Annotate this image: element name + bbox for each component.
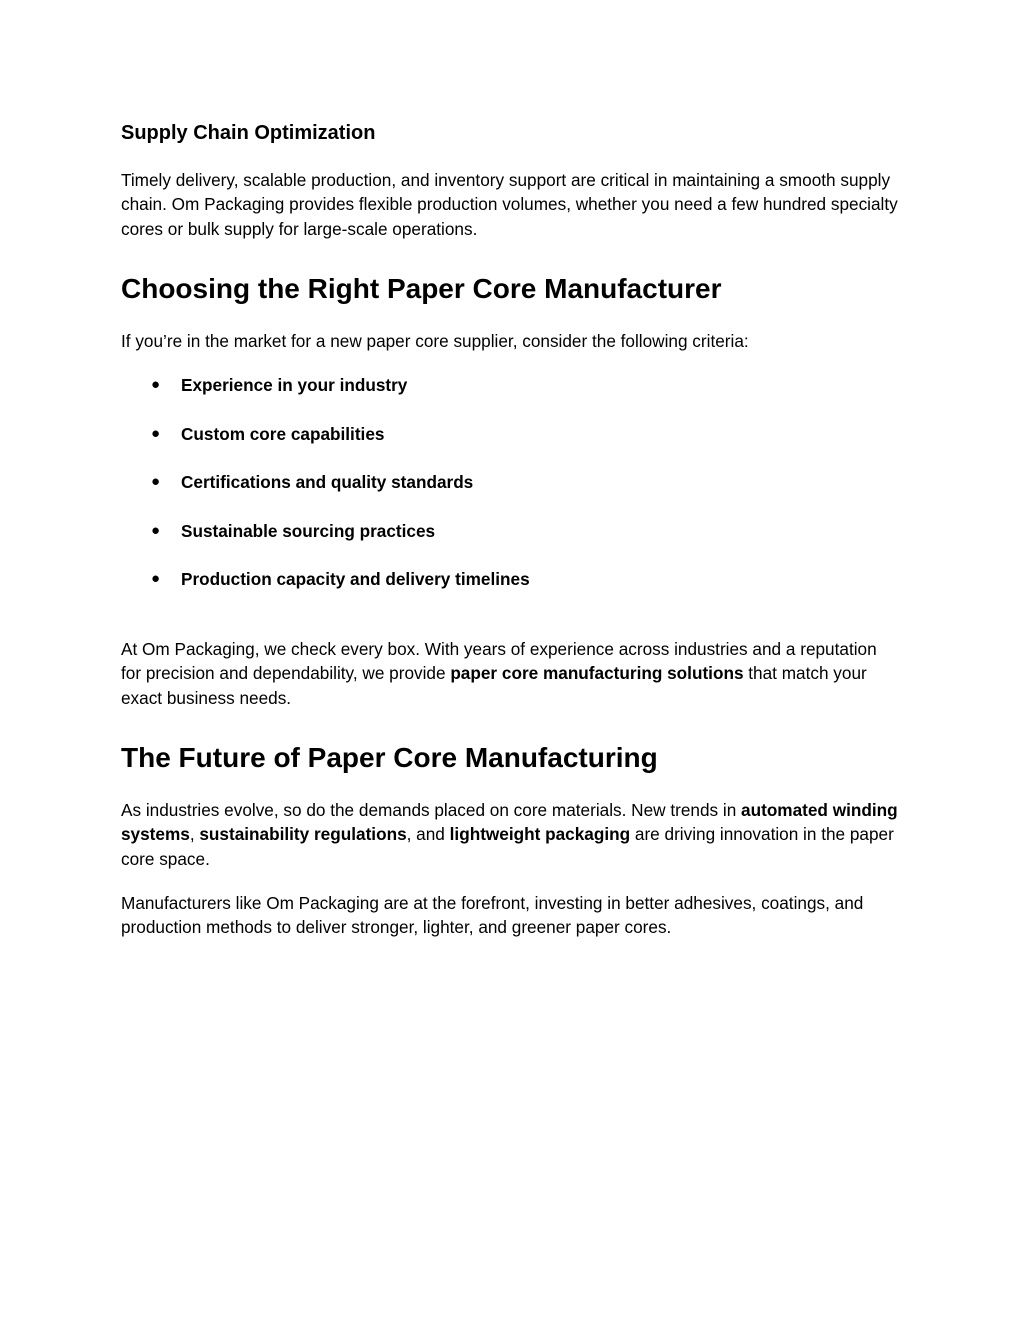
bullet-icon: ● bbox=[151, 473, 161, 491]
choosing-manufacturer-heading: Choosing the Right Paper Core Manufacturer bbox=[121, 273, 722, 304]
om-packaging-paragraph: At Om Packaging, we check every box. With years of experience across industries and a reputation for precision and dependability, we provide paper core manufacturing solutions that match your exact business needs. bbox=[121, 639, 877, 708]
supply-chain-heading: Supply Chain Optimization bbox=[121, 122, 376, 144]
list-item bbox=[121, 470, 530, 519]
future-heading: The Future of Paper Core Manufacturing bbox=[121, 742, 658, 773]
list-item bbox=[121, 519, 530, 568]
manufacturers-paragraph: Manufacturers like Om Packaging are at the forefront, investing in better adhesives, coatings, and production methods to deliver stronger, lighter, and greener paper cores. bbox=[121, 893, 864, 938]
list-item-label: Certifications and quality standards bbox=[181, 472, 474, 493]
list-item-label: Custom core capabilities bbox=[181, 423, 385, 444]
criteria-list bbox=[121, 373, 530, 616]
list-item bbox=[121, 422, 530, 471]
supply-chain-paragraph: Timely delivery, scalable production, and inventory support are critical in maintaining a smooth supply chain. Om Packaging provides flexible production volumes, whether you need a few hundred specialty cores or bulk supply for large-scale operations. bbox=[121, 170, 898, 239]
list-item bbox=[121, 567, 530, 616]
list-item-label: Experience in your industry bbox=[181, 375, 408, 395]
list-item-label: Sustainable sourcing practices bbox=[181, 520, 436, 541]
future-trends-paragraph: As industries evolve, so do the demands placed on core materials. New trends in automated winding systems, sustainability regulations, and lightweight packaging are driving innovation in the paper core space. bbox=[121, 800, 898, 869]
bullet-icon: ● bbox=[151, 424, 161, 442]
list-item-label: Production capacity and delivery timelines bbox=[181, 569, 530, 590]
bullet-icon: ● bbox=[151, 376, 161, 393]
choosing-intro-paragraph: If you’re in the market for a new paper core supplier, consider the following criteria: bbox=[121, 331, 749, 351]
bullet-icon: ● bbox=[151, 521, 161, 539]
bold-phrase: automated winding systems bbox=[121, 800, 898, 845]
bullet-icon: ● bbox=[151, 570, 161, 588]
bold-phrase: paper core manufacturing solutions bbox=[450, 663, 744, 684]
bold-phrase: sustainability regulations bbox=[199, 824, 407, 845]
list-item bbox=[121, 373, 530, 422]
bold-phrase: lightweight packaging bbox=[449, 824, 631, 845]
